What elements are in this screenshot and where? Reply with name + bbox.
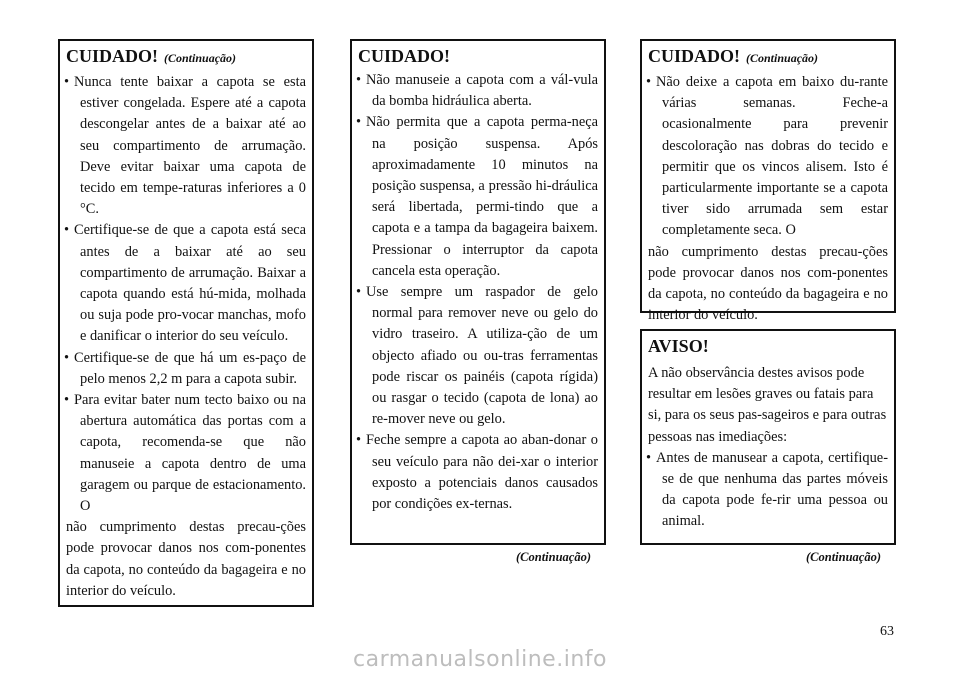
list-item: • Antes de manusear a capota, certifique-se de que nenhuma das partes móveis da capota pode fe-rir uma pessoa ou animal. — [648, 448, 888, 533]
caution-box-right — [640, 39, 896, 324]
warning-intro: A não observância destes avisos pode resultar em lesões graves ou fatais para si, para os seus pas-sageiros e para outras pessoas nas imediações: — [648, 365, 887, 445]
list-item: • Use sempre um raspador de gelo normal para remover neve ou gelo do vidro traseiro. A utiliza-ção de um objecto afiado ou ou-tras ferramentas pode riscar os painéis (capota rígida) ou rasgar o tecido (capota de lona) ao re-mover neve ou gelo. — [358, 282, 598, 430]
continuation-note-right: (Continuação) — [806, 550, 882, 564]
caution-box-middle — [350, 39, 606, 545]
continuation-label: (Continuação) — [164, 51, 237, 65]
continuation-label: (Continuação) — [746, 51, 819, 65]
watermark-text: carmanualsonline.info — [353, 647, 607, 672]
caution-title-left: CUIDADO! (Continuação) — [66, 46, 237, 66]
continuation-note-middle: (Continuação) — [516, 550, 592, 564]
caution-list-right — [648, 72, 888, 242]
list-item: • Não permita que a capota perma-neça na posição suspensa. Após aproximadamente 10 minutos na posição suspensa, a pressão hi-dráulica será libertada, permi-tindo que a capota e a tampa da bagageira baixem. Pressionar o interruptor da capota cancela esta operação. — [358, 112, 598, 282]
page-number: 63 — [880, 624, 894, 639]
list-item: • Nunca tente baixar a capota se esta estiver congelada. Espere até a capota descongelar antes de a baixar até ao seu compartimento de arrumação. Deve evitar baixar uma capota de tecido em tempe-raturas inferiores a 0 °C. — [66, 72, 306, 220]
closing-paragraph-right: não cumprimento destas precau-ções pode provocar danos nos com-ponentes da capota, no conteúdo da bagageira e no interior do veículo. — [648, 243, 888, 324]
warning-box — [640, 329, 896, 545]
caution-list-left — [66, 72, 306, 517]
caution-title-middle: CUIDADO! — [358, 46, 450, 66]
warning-title: AVISO! — [648, 336, 709, 356]
closing-paragraph-left: não cumprimento destas precau-ções pode provocar danos nos com-ponentes da capota, no conteúdo da bagageira e no interior do veículo. — [66, 519, 306, 599]
caution-title-right: CUIDADO! (Continuação) — [648, 46, 819, 66]
list-item: • Para evitar bater num tecto baixo ou na abertura automática das portas com a capota, recomenda-se que não manuseie a capota dentro de uma garagem ou parque de estacionamento. O — [66, 390, 306, 517]
warning-list — [648, 448, 888, 533]
list-item: • Certifique-se de que a capota está seca antes de a baixar até ao seu compartimento de arrumação. Baixar a capota quando está hú-mida, molhada ou suja pode pro-vocar manchas, mofo e danificar o interior do seu veículo. — [66, 220, 306, 347]
caution-box-left — [58, 39, 314, 607]
list-item: • Certifique-se de que há um es-paço de pelo menos 2,2 m para a capota subir. — [66, 348, 306, 390]
list-item: • Não deixe a capota em baixo du-rante várias semanas. Feche-a ocasionalmente para prevenir descoloração nas dobras do tecido e permitir que os vincos alisem. Isto é particularmente importante se a capota tiver sido arrumada sem estar completamente seca. O — [648, 72, 888, 242]
list-item: • Não manuseie a capota com a vál-vula da bomba hidráulica aberta. — [358, 70, 598, 112]
list-item: • Feche sempre a capota ao aban-donar o seu veículo para não dei-xar o interior exposto a potenciais danos causados por condições ex-ternas. — [358, 430, 598, 515]
caution-list-middle — [358, 70, 598, 515]
